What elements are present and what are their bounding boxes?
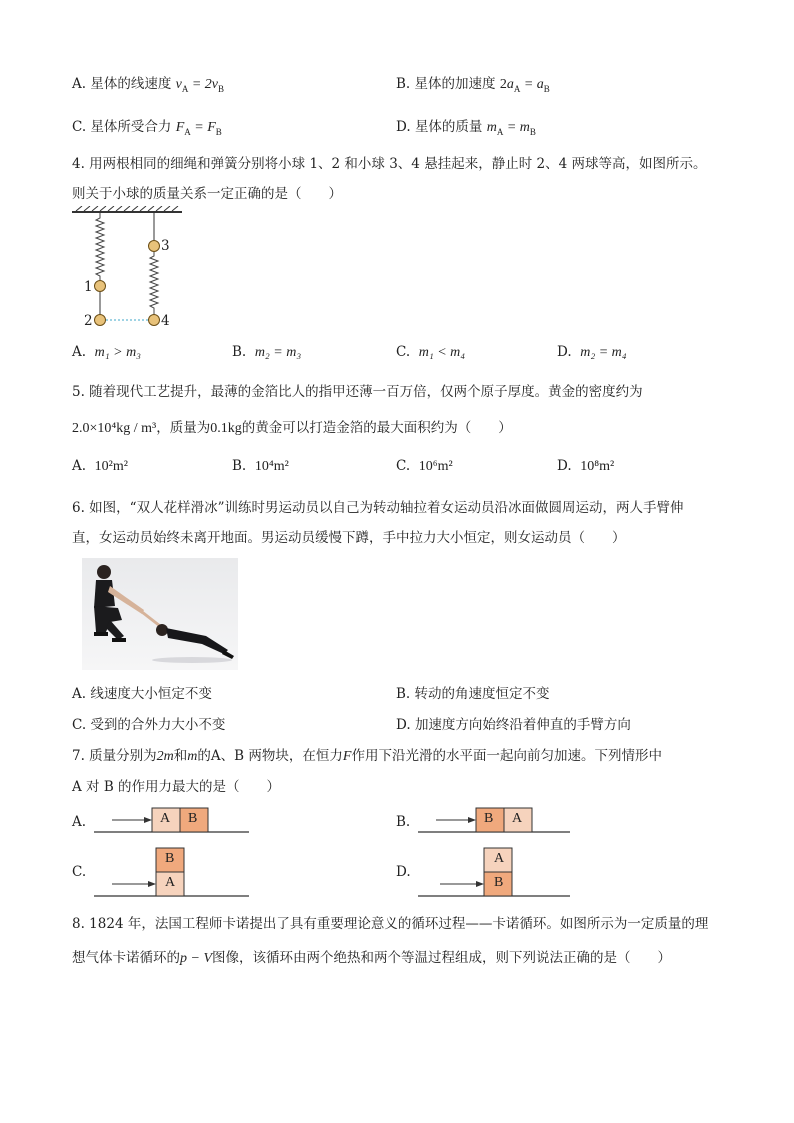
block-b-label: B bbox=[494, 875, 504, 890]
arrow-head bbox=[148, 881, 156, 887]
q7-stem-line2: A 对 B 的作用力最大的是（ ） bbox=[72, 779, 281, 795]
option-label: C. bbox=[396, 458, 411, 474]
arrow-head bbox=[468, 817, 476, 823]
q6-option-a bbox=[72, 682, 212, 702]
q5-option-c bbox=[396, 458, 453, 475]
mass-m: m bbox=[187, 749, 198, 764]
option-text: 转动的角速度恒定不变 bbox=[414, 686, 550, 702]
q4-stem-line2: 则关于小球的质量关系一定正确的是（ ） bbox=[72, 186, 342, 202]
q3-option-c bbox=[72, 115, 222, 137]
q3-option-a bbox=[72, 72, 224, 94]
formula: m₁ > m₃ bbox=[94, 345, 142, 360]
q6-skating-photo bbox=[82, 558, 238, 670]
stem-text: 图像，该循环由两个绝热和两个等温过程组成，则下列说法正确的是（ ） bbox=[212, 950, 671, 966]
q6-option-b bbox=[396, 682, 550, 702]
q5-option-d bbox=[557, 458, 614, 475]
option-text: 线速度大小恒定不变 bbox=[90, 686, 212, 702]
q8-stem-line2 bbox=[72, 946, 671, 967]
right-spring bbox=[150, 252, 158, 314]
q3-option-b bbox=[396, 72, 550, 94]
option-text: 受到的合外力大小不变 bbox=[90, 717, 226, 733]
q4-option-b bbox=[232, 344, 301, 361]
option-text: 星体所受合力 bbox=[90, 119, 172, 135]
q5-stem-line1: 5. 随着现代工艺提升，最薄的金箔比人的指甲还薄一百万倍，仅两个原子厚度。黄金的密度约为 bbox=[72, 384, 643, 400]
ball-4 bbox=[149, 315, 160, 326]
option-label: D. bbox=[557, 344, 572, 360]
option-label: C. bbox=[72, 119, 87, 135]
stem-text: 的A、B 两物块，在恒力 bbox=[197, 748, 343, 764]
block-a-label: A bbox=[165, 875, 176, 890]
arrow-head bbox=[144, 817, 152, 823]
option-label: C. bbox=[396, 344, 411, 360]
option-label: D. bbox=[557, 458, 572, 474]
option-label: D. bbox=[396, 717, 411, 733]
option-label: A. bbox=[72, 686, 87, 702]
q4-option-d bbox=[557, 344, 627, 361]
option-text: 星体的加速度 bbox=[414, 76, 496, 92]
block-b-label: B bbox=[188, 811, 198, 826]
stem-text: 的黄金可以打造金箔的最大面积约为（ ） bbox=[241, 420, 512, 436]
option-label: B. bbox=[232, 344, 247, 360]
option-value: 10²m² bbox=[94, 459, 128, 474]
q7-option-b-figure bbox=[418, 804, 578, 836]
option-label: B. bbox=[232, 458, 247, 474]
q7-stem-line1 bbox=[72, 744, 662, 765]
option-label: D. bbox=[396, 119, 411, 135]
left-spring bbox=[96, 213, 104, 280]
stem-text: 想气体卡诺循环的 bbox=[72, 950, 180, 966]
option-label: B. bbox=[396, 686, 411, 702]
pv-formula: p − V bbox=[180, 951, 212, 966]
formula: $F_A = F_B$ bbox=[175, 120, 222, 137]
q6-stem-line1: 6. 如图，“双人花样滑冰”训练时男运动员以自己为转动轴拉着女运动员沿冰面做圆周运动，两人手臂伸 bbox=[72, 500, 684, 516]
option-text: 星体的质量 bbox=[414, 119, 483, 135]
formula: $v_A = 2v_B$ bbox=[175, 77, 225, 94]
formula: m₂ = m₃ bbox=[254, 345, 302, 360]
option-text: 加速度方向始终沿着伸直的手臂方向 bbox=[414, 717, 631, 733]
block-a-label: A bbox=[494, 851, 505, 866]
q8-stem-line1: 8. 1824 年，法国工程师卡诺提出了具有重要理论意义的循环过程——卡诺循环。如图所示为一定质量的理 bbox=[72, 916, 709, 932]
option-label: C. bbox=[72, 717, 87, 733]
ball-1 bbox=[95, 281, 106, 292]
q4-spring-figure bbox=[70, 206, 190, 330]
q7-option-a-label: A. bbox=[72, 814, 87, 830]
q7-option-d-label: D. bbox=[396, 864, 411, 880]
q5-stem-line2 bbox=[72, 416, 512, 437]
ceiling-hatch bbox=[76, 206, 178, 211]
ball-label-3: 3 bbox=[161, 238, 170, 254]
formula: m₂ = m₄ bbox=[580, 345, 627, 360]
ball-label-4: 4 bbox=[161, 313, 170, 329]
q4-option-c bbox=[396, 344, 465, 361]
ball-label-1: 1 bbox=[84, 279, 93, 295]
q3-option-d bbox=[396, 115, 536, 137]
ball-3 bbox=[149, 241, 160, 252]
stem-text: 7. 质量分别为 bbox=[72, 748, 157, 764]
q7-option-b-label: B. bbox=[396, 814, 411, 830]
option-label: B. bbox=[396, 76, 411, 92]
mass-value: 0.1kg bbox=[210, 421, 242, 436]
q6-option-d bbox=[396, 713, 631, 733]
option-value: 10⁶m² bbox=[418, 459, 453, 474]
option-label: A. bbox=[72, 344, 87, 360]
block-a-label: A bbox=[512, 811, 523, 826]
force-F: F bbox=[342, 749, 352, 764]
q4-stem-line1: 4. 用两根相同的细绳和弹簧分别将小球 1、2 和小球 3、4 悬挂起来，静止时 2、4 两球等高，如图所示。 bbox=[72, 156, 707, 172]
stem-text: 作用下沿光滑的水平面一起向前匀加速。下列情形中 bbox=[351, 748, 662, 764]
q6-option-c bbox=[72, 713, 225, 733]
arrow-head bbox=[476, 881, 484, 887]
q4-option-a bbox=[72, 344, 141, 361]
block-b-label: B bbox=[484, 811, 494, 826]
block-a-label: A bbox=[160, 811, 171, 826]
option-label: A. bbox=[72, 458, 87, 474]
ball-label-2: 2 bbox=[84, 313, 93, 329]
block-b-label: B bbox=[165, 851, 175, 866]
q7-option-a-figure bbox=[94, 804, 254, 836]
q6-stem-line2: 直，女运动员始终未离开地面。男运动员缓慢下蹲，手中拉力大小恒定，则女运动员（ ） bbox=[72, 530, 626, 546]
option-value: 10⁴m² bbox=[254, 459, 289, 474]
formula: $m_A = m_B$ bbox=[486, 120, 536, 137]
mass-2m: 2m bbox=[156, 749, 174, 764]
q5-option-b bbox=[232, 458, 289, 475]
option-value: 10⁸m² bbox=[580, 459, 615, 474]
stem-text: ，质量为 bbox=[156, 420, 211, 436]
option-label: A. bbox=[72, 76, 87, 92]
ball-2 bbox=[95, 315, 106, 326]
formula: m₁ < m₄ bbox=[418, 345, 466, 360]
option-text: 星体的线速度 bbox=[90, 76, 172, 92]
stem-text: 和 bbox=[173, 748, 188, 764]
q7-option-c-label: C. bbox=[72, 864, 87, 880]
density-formula: 2.0×10⁴kg / m³ bbox=[72, 421, 157, 436]
formula: $2a_A = a_B$ bbox=[499, 77, 550, 94]
q5-option-a bbox=[72, 458, 128, 475]
